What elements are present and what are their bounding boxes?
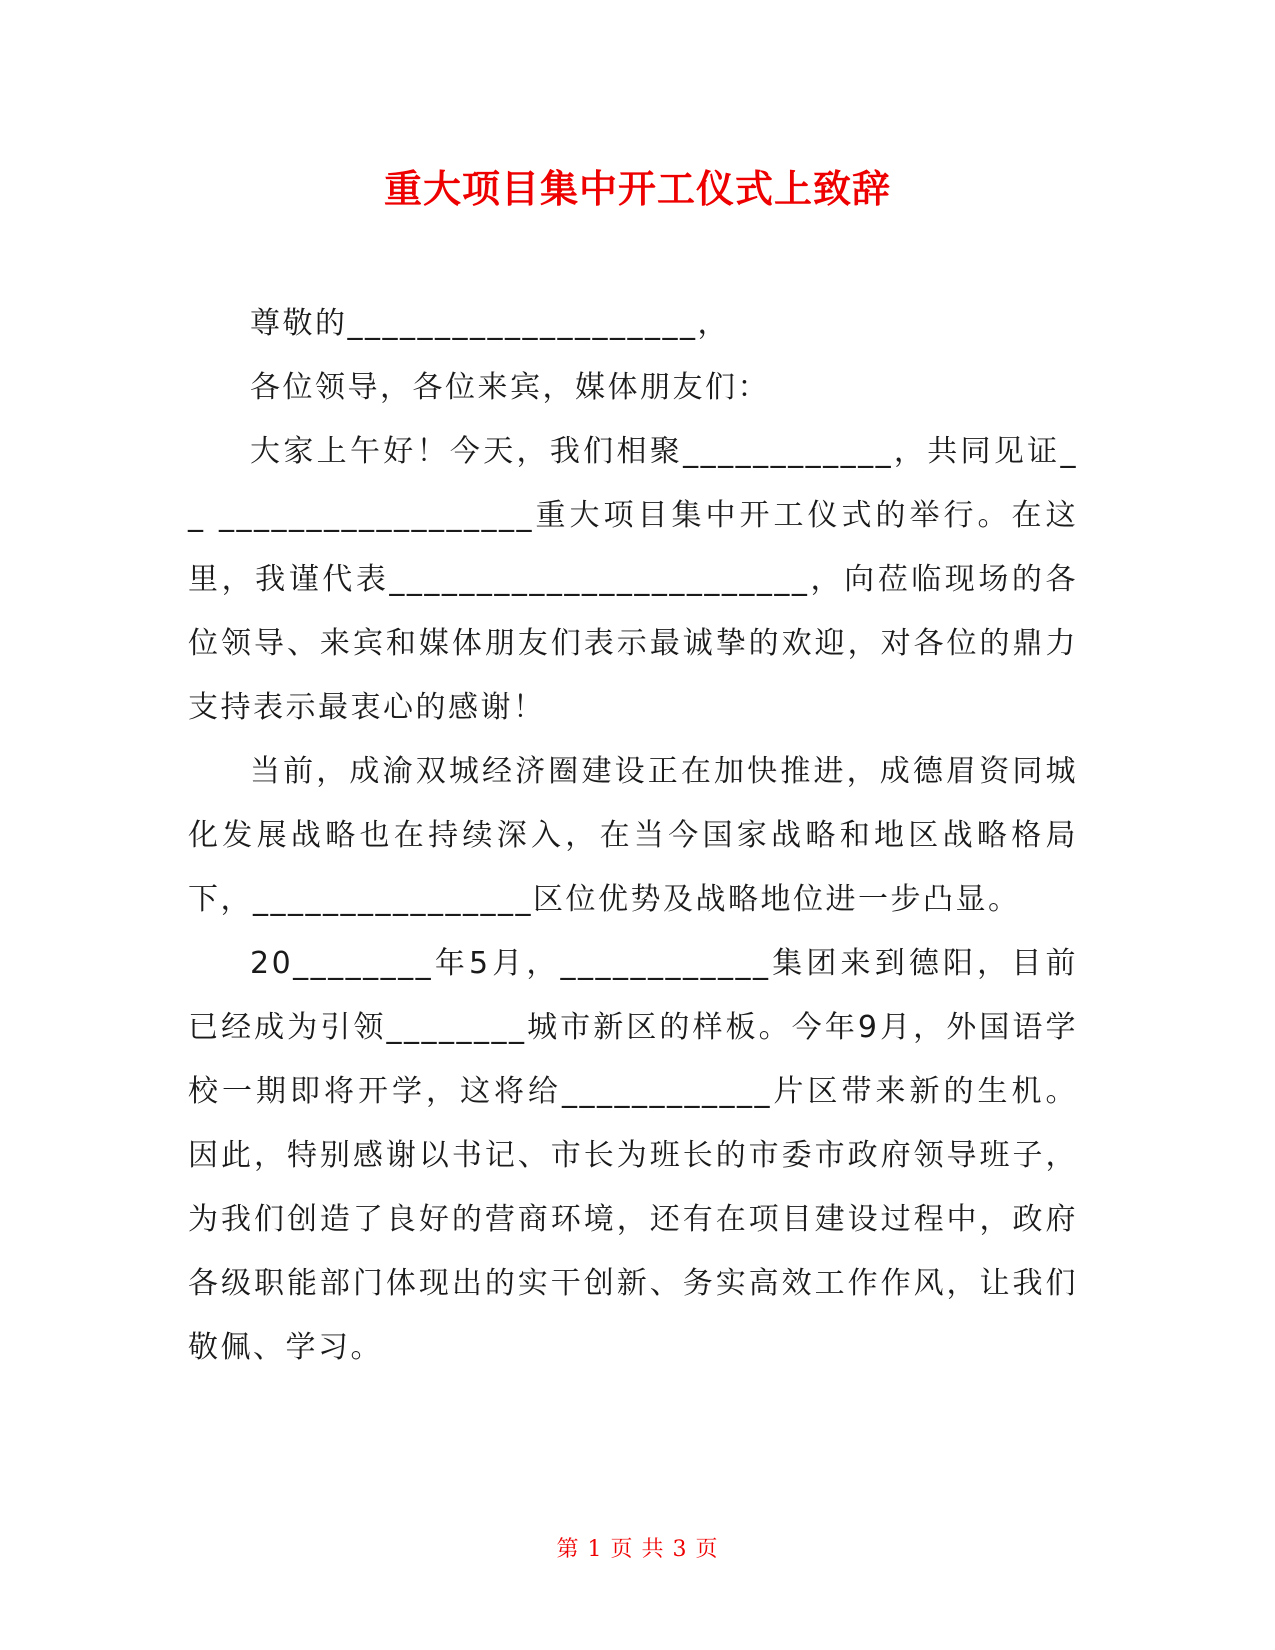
page-footer: 第 1 页 共 3 页 bbox=[556, 1537, 719, 1562]
body-paragraph: 20________年5月，____________集团来到德阳，目前已经成为引领________城市新区的样板。今年9月，外国语学校一期即将开学，这将给____________片区带来新的生机。因此，特别感谢以书记、市长为班长的市委市政府领导班子，为我们创造了良好的营商环境，还有在项目建设过程中，政府各级职能部门体现出的实干创新、务实高效工作作风，让我们敬佩、学习。 bbox=[188, 946, 1078, 1365]
salutation-line: 尊敬的____________________， bbox=[250, 306, 730, 341]
document-title: 重大项目集中开工仪式上致辞 bbox=[383, 167, 891, 211]
body-paragraph: 当前，成渝双城经济圈建设正在加快推进，成德眉资同城化发展战略也在持续深入，在当今国家战略和地区战略格局下，________________区位优势及战略地位进一步凸显。 bbox=[188, 754, 1078, 917]
greeting-line: 各位领导，各位来宾，媒体朋友们： bbox=[250, 370, 770, 405]
document-body bbox=[188, 292, 1078, 1380]
body-paragraph: 大家上午好！今天，我们相聚____________，共同见证__ __________________重大项目集中开工仪式的举行。在这里，我谨代表________________________，向莅临现场的各位领导、来宾和媒体朋友们表示最诚挚的欢迎，对各位的鼎力支持表示最衷心的感谢！ bbox=[188, 434, 1078, 725]
